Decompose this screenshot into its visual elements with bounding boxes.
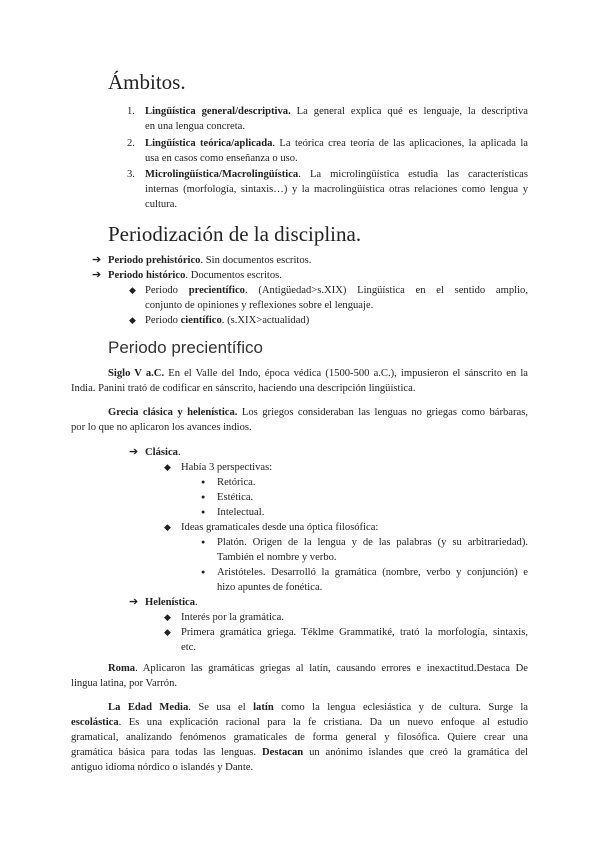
period-historic: Periodo histórico. Documentos escritos. <box>108 270 282 281</box>
paragraph-roma: Roma. Aplicaron las gramáticas griegas al latín, causando errores e inexactitud.Destaca De lingua latina, por Varrón. <box>71 663 528 689</box>
item-clasica: Clásica. <box>145 447 181 458</box>
diamond-icon: ◆ <box>164 462 171 472</box>
paragraph-edad-media: La Edad Media. Se usa el latín como la lengua eclesiástica y de cultura. Surge la escolástica. Es una explicación racional para la fe cristiana. Da un nuevo enfoque al estudio gramatical, analizando fenómenos gramaticales de forma general y filosófica. Quiere crear una gramática básica para todas las lenguas. Destacan un anónimo islandes que creó la gramática del antiguo idioma nórdico o islandés y Dante. <box>71 702 529 773</box>
item-primera-gramatica: Primera gramática griega. Téklme Grammatiké, trató la morfología, sintaxis, etc. <box>181 627 528 653</box>
paragraph-grecia: Grecia clásica y helenística. Los griegos consideraban las lenguas no griegas como bárbaras, por lo que no aplicaron los avances indios. <box>71 407 528 433</box>
bullet-icon: ● <box>201 478 206 486</box>
list-number-2: 2. <box>127 138 135 149</box>
term: Lingüística general/descriptiva. <box>145 106 291 117</box>
period-precientifico: Periodo precientífico. (Antigüedad>s.XIX) Lingüística en el sentido amplio, conjunto de opiniones y reflexiones sobre el lenguaje. <box>145 285 528 311</box>
text: usa en casos como enseñanza o uso. <box>145 153 298 164</box>
heading-ambitos: Ámbitos. <box>108 70 186 94</box>
text: . La microlingüística estudia las características <box>298 169 528 180</box>
arrow-icon: ➔ <box>129 596 139 608</box>
item-perspectivas: Había 3 perspectivas: <box>181 462 273 473</box>
text: . La teórica crea teoría de las aplicaciones, la aplicada la <box>272 138 528 149</box>
text: en una lengua concreta. <box>145 121 245 132</box>
period-prehistoric: Periodo prehistórico. Sin documentos escritos. <box>108 255 312 266</box>
item-platon: Platón. Origen de la lengua y de las palabras (y su arbitrariedad). También el nombre y verbo. <box>217 537 528 563</box>
list-item-1 <box>145 104 528 134</box>
item-ideas: Ideas gramaticales desde una óptica filosófica: <box>181 522 379 533</box>
arrow-icon: ➔ <box>129 446 139 458</box>
bullet-icon: ● <box>201 568 206 576</box>
diamond-icon: ◆ <box>164 522 171 532</box>
item-intelectual: Intelectual. <box>217 507 265 518</box>
arrow-icon: ➔ <box>92 269 102 281</box>
diamond-icon: ◆ <box>164 612 171 622</box>
arrow-icon: ➔ <box>92 254 102 266</box>
list-number-1: 1. <box>127 106 135 117</box>
diamond-icon: ◆ <box>129 315 136 325</box>
term: Lingüística teórica/aplicada <box>145 138 273 149</box>
heading-periodizacion: Periodización de la disciplina. <box>108 222 362 246</box>
bullet-icon: ● <box>201 493 206 501</box>
list-item-2 <box>145 136 528 166</box>
item-interes: Interés por la gramática. <box>181 612 284 623</box>
item-estetica: Estética. <box>217 492 254 503</box>
list-item-3 <box>145 167 528 212</box>
heading-precientifico: Periodo precientífico <box>108 338 263 357</box>
text: cultura. <box>145 199 178 210</box>
paragraph-siglo-v: Siglo V a.C. En el Valle del Indo, época védica (1500-500 a.C.), impusieron el sánscrito en la India. Panini trató de codificar en sánscrito, haciendo una descripción lingüística. <box>71 368 528 394</box>
text: La general explica qué es lenguaje, la descriptiva <box>290 106 528 117</box>
item-helenistica: Helenística. <box>145 597 198 608</box>
text: internas (morfología, sintaxis…) y la macrolingüística otras relaciones como lengua y <box>145 184 528 195</box>
list-number-3: 3. <box>127 169 135 180</box>
term: Microlingüística/Macrolingüística <box>145 169 299 180</box>
bullet-icon: ● <box>201 508 206 516</box>
item-aristoteles: Aristóteles. Desarrolló la gramática (nombre, verbo y conjunción) e hizo apuntes de fonética. <box>217 567 528 593</box>
diamond-icon: ◆ <box>164 627 171 637</box>
item-retorica: Retórica. <box>217 477 256 488</box>
bullet-icon: ● <box>201 538 206 546</box>
period-cientifico: Periodo científico. (s.XIX>actualidad) <box>145 315 310 326</box>
diamond-icon: ◆ <box>129 285 136 295</box>
